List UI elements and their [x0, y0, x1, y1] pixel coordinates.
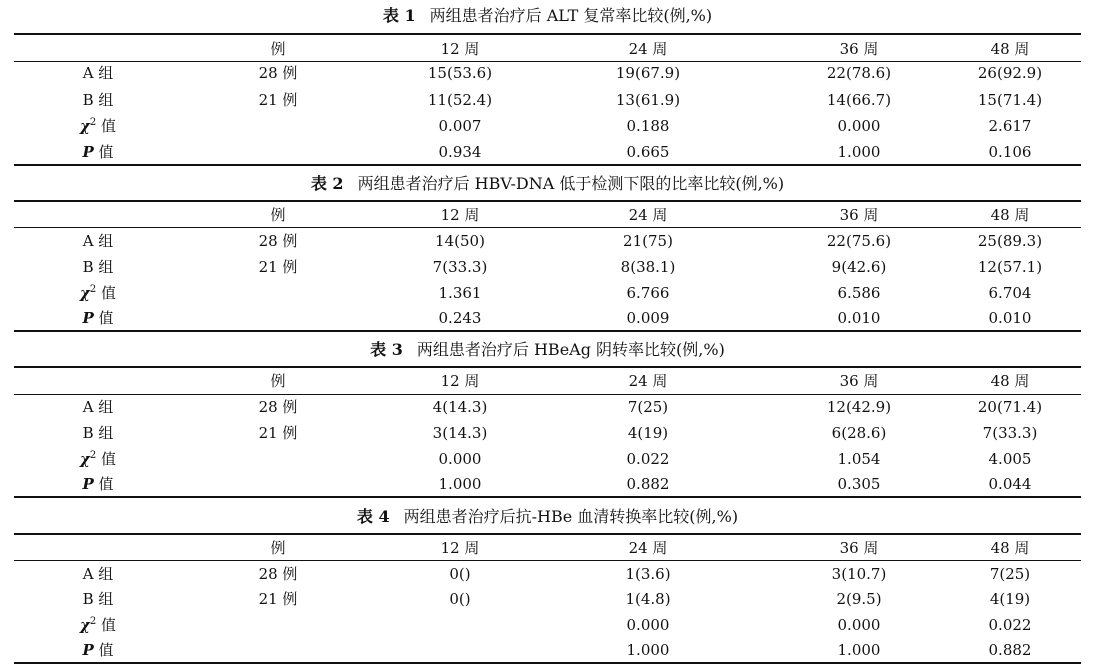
table1-row-a-w12: 15(53.6) — [427, 64, 493, 82]
table3-row-b-w12: 3(14.3) — [432, 424, 488, 442]
table1-header-w36: 36 周 — [839, 40, 879, 58]
table2-row-p-label: P 值 — [82, 309, 114, 327]
table4-row-a-w24: 1(3.6) — [625, 565, 671, 583]
table4-row-b-w48: 4(19) — [989, 590, 1031, 608]
table2-row-chi-label: $\chi^2$ 值 — [79, 284, 117, 302]
table2-caption — [0, 174, 1095, 194]
table4-caption — [0, 507, 1095, 527]
table1-row-a-w36: 22(78.6) — [826, 64, 892, 82]
table4-row-b-n: 21 例 — [258, 590, 298, 608]
table4-row-chi-w36: 0.000 — [837, 616, 881, 634]
table3-row-p-w24: 0.882 — [626, 475, 670, 493]
table3-row-chi-label: $\chi^2$ 值 — [79, 450, 117, 468]
table2-header-rule — [14, 227, 1081, 228]
table1-header-w24: 24 周 — [628, 40, 668, 58]
table4-row-a-w12: 0() — [449, 565, 471, 583]
table2-row-a-label: A 组 — [82, 232, 114, 250]
table2-title: 两组患者治疗后 HBV-DNA 低于检测下限的比率比较(例,%) — [357, 174, 785, 193]
table3-row-a-w36: 12(42.9) — [826, 398, 892, 416]
table2-row-p-w48: 0.010 — [988, 309, 1032, 327]
table2-row-chi-w24: 6.766 — [626, 284, 670, 302]
table1-header-w12: 12 周 — [440, 40, 480, 58]
table1-bottom-rule — [14, 164, 1081, 166]
table4-header-w24: 24 周 — [628, 539, 668, 557]
table3-row-p-label: P 值 — [82, 475, 114, 493]
table2-row-a-w12: 14(50) — [435, 232, 485, 250]
table1-row-p-label: P 值 — [82, 143, 114, 161]
table1-row-chi-w12: 0.007 — [438, 117, 482, 135]
table2-row-b-w12: 7(33.3) — [432, 258, 488, 276]
table4-header-n: 例 — [270, 539, 286, 557]
table2-row-b-n: 21 例 — [258, 258, 298, 276]
table4-row-p-w48: 0.882 — [988, 641, 1032, 659]
table2-row-b-w36: 9(42.6) — [831, 258, 887, 276]
table4-top-rule — [14, 533, 1081, 535]
table4-row-chi-w24: 0.000 — [626, 616, 670, 634]
table4-header-w12: 12 周 — [440, 539, 480, 557]
table1-row-a-label: A 组 — [82, 64, 114, 82]
table1-row-b-w48: 15(71.4) — [977, 91, 1043, 109]
table4-title: 两组患者治疗后抗-HBe 血清转换率比较(例,%) — [403, 507, 739, 526]
table4-header-w48: 48 周 — [990, 539, 1030, 557]
table1-header-n: 例 — [270, 40, 286, 58]
table3-row-a-w24: 7(25) — [627, 398, 669, 416]
table1-row-a-n: 28 例 — [258, 64, 298, 82]
table1-title: 两组患者治疗后 ALT 复常率比较(例,%) — [429, 6, 713, 25]
table4-row-b-w36: 2(9.5) — [836, 590, 882, 608]
table4-row-a-n: 28 例 — [258, 565, 298, 583]
table3-number: 表 3 — [370, 340, 403, 359]
table1-row-p-w12: 0.934 — [438, 143, 482, 161]
table1-row-chi-w36: 0.000 — [837, 117, 881, 135]
table2-row-a-w36: 22(75.6) — [826, 232, 892, 250]
table4-row-b-w24: 1(4.8) — [625, 590, 671, 608]
table3-row-b-w24: 4(19) — [627, 424, 669, 442]
table4-header-rule — [14, 560, 1081, 561]
table3-row-chi-w12: 0.000 — [438, 450, 482, 468]
table2-header-n: 例 — [270, 206, 286, 224]
table3-row-p-w36: 0.305 — [837, 475, 881, 493]
table2-row-b-w24: 8(38.1) — [620, 258, 676, 276]
table3-title: 两组患者治疗后 HBeAg 阴转率比较(例,%) — [416, 340, 725, 359]
table4-number: 表 4 — [356, 507, 390, 526]
table3-row-b-w48: 7(33.3) — [982, 424, 1038, 442]
table2-row-a-w48: 25(89.3) — [977, 232, 1043, 250]
table1-row-chi-label: $\chi^2$ 值 — [79, 117, 117, 135]
table1-row-chi-w24: 0.188 — [626, 117, 670, 135]
table1-row-b-w12: 11(52.4) — [427, 91, 493, 109]
table3-header-rule — [14, 394, 1081, 395]
table2-header-w24: 24 周 — [628, 206, 668, 224]
table1-row-b-w24: 13(61.9) — [615, 91, 681, 109]
table4-row-a-label: A 组 — [82, 565, 114, 583]
table3-row-b-n: 21 例 — [258, 424, 298, 442]
table4-row-b-label: B 组 — [82, 590, 114, 608]
table3-row-chi-w36: 1.054 — [837, 450, 881, 468]
table1-row-a-w24: 19(67.9) — [615, 64, 681, 82]
table3-row-a-n: 28 例 — [258, 398, 298, 416]
table1-row-b-label: B 组 — [82, 91, 114, 109]
table1-row-p-w48: 0.106 — [988, 143, 1032, 161]
table2-bottom-rule — [14, 330, 1081, 332]
table3-bottom-rule — [14, 496, 1081, 498]
table1-row-b-w36: 14(66.7) — [826, 91, 892, 109]
table3-row-a-w12: 4(14.3) — [432, 398, 488, 416]
table4-row-b-w12: 0() — [449, 590, 471, 608]
table3-header-w48: 48 周 — [990, 372, 1030, 390]
table2-row-b-label: B 组 — [82, 258, 114, 276]
table3-top-rule — [14, 366, 1081, 368]
table2-row-a-w24: 21(75) — [623, 232, 673, 250]
table2-number: 表 2 — [310, 174, 344, 193]
table2-row-chi-w36: 6.586 — [837, 284, 881, 302]
table4-bottom-rule — [14, 662, 1081, 664]
table2-row-chi-w12: 1.361 — [438, 284, 482, 302]
table1-header-w48: 48 周 — [990, 40, 1030, 58]
table3-row-b-label: B 组 — [82, 424, 114, 442]
table3-row-p-w48: 0.044 — [988, 475, 1032, 493]
table3-row-p-w12: 1.000 — [438, 475, 482, 493]
table4-row-p-label: P 值 — [82, 641, 114, 659]
table2-header-w12: 12 周 — [440, 206, 480, 224]
table2-row-a-n: 28 例 — [258, 232, 298, 250]
table2-row-chi-w48: 6.704 — [988, 284, 1032, 302]
table1-row-p-w36: 1.000 — [837, 143, 881, 161]
table4-header-w36: 36 周 — [839, 539, 879, 557]
table4-row-p-w24: 1.000 — [626, 641, 670, 659]
table2-header-w36: 36 周 — [839, 206, 879, 224]
table1-caption — [0, 6, 1095, 26]
table3-row-b-w36: 6(28.6) — [831, 424, 887, 442]
table2-row-p-w12: 0.243 — [438, 309, 482, 327]
table1-number: 表 1 — [382, 6, 416, 25]
table3-header-n: 例 — [270, 372, 286, 390]
table1-row-a-w48: 26(92.9) — [977, 64, 1043, 82]
table2-top-rule — [14, 200, 1081, 202]
table1-top-rule — [14, 33, 1081, 35]
table2-row-p-w36: 0.010 — [837, 309, 881, 327]
table3-row-a-w48: 20(71.4) — [977, 398, 1043, 416]
table4-row-chi-label: $\chi^2$ 值 — [79, 616, 117, 634]
table1-row-b-n: 21 例 — [258, 91, 298, 109]
table2-row-b-w48: 12(57.1) — [977, 258, 1043, 276]
table3-header-w24: 24 周 — [628, 372, 668, 390]
table3-row-a-label: A 组 — [82, 398, 114, 416]
table2-header-w48: 48 周 — [990, 206, 1030, 224]
table3-header-w36: 36 周 — [839, 372, 879, 390]
table4-row-chi-w48: 0.022 — [988, 616, 1032, 634]
table1-row-chi-w48: 2.617 — [988, 117, 1032, 135]
table1-row-p-w24: 0.665 — [626, 143, 670, 161]
table2-row-p-w24: 0.009 — [626, 309, 670, 327]
table3-row-chi-w24: 0.022 — [626, 450, 670, 468]
table3-header-w12: 12 周 — [440, 372, 480, 390]
table3-row-chi-w48: 4.005 — [988, 450, 1032, 468]
table4-row-p-w36: 1.000 — [837, 641, 881, 659]
table4-row-a-w48: 7(25) — [989, 565, 1031, 583]
table3-caption — [0, 340, 1095, 360]
table4-row-a-w36: 3(10.7) — [831, 565, 887, 583]
